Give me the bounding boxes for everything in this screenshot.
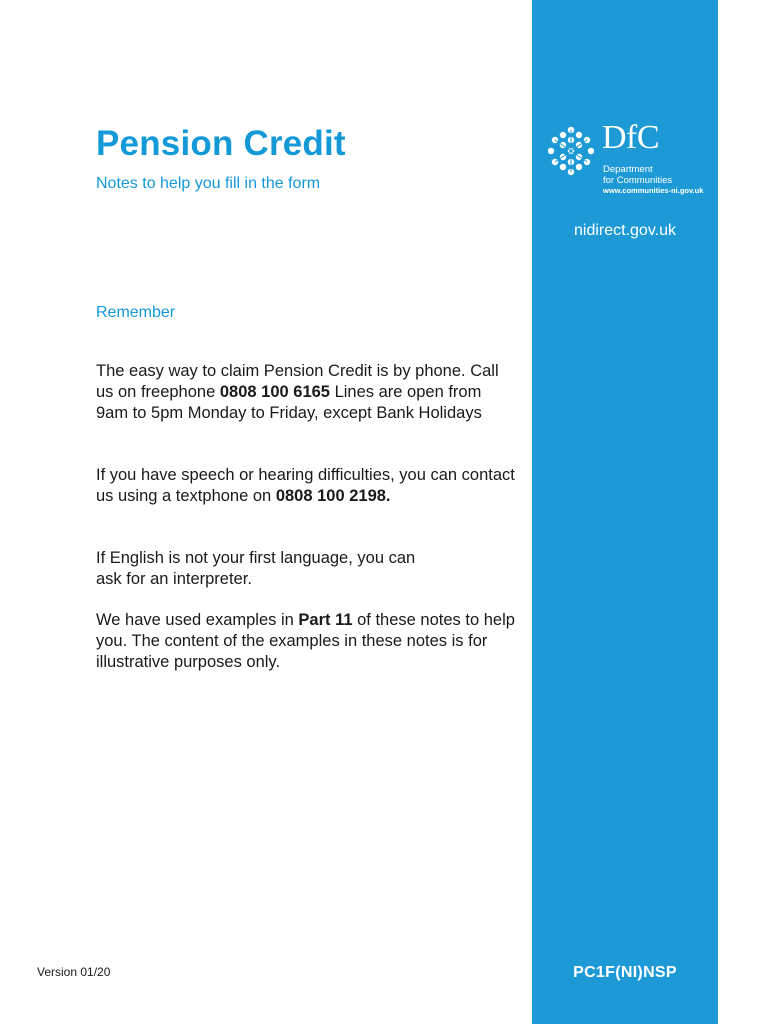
interpreter-line-2: ask for an interpreter. (96, 570, 252, 588)
dfc-hexagon-logo-icon (548, 126, 594, 176)
examples-text-pre: We have used examples in (96, 611, 299, 629)
department-name (603, 164, 672, 186)
version-label: Version 01/20 (37, 965, 111, 979)
department-url: www.communities-ni.gov.uk (603, 186, 704, 195)
examples-part-reference: Part 11 (298, 611, 353, 629)
examples-line-3: The content of the examples in these notes is (131, 632, 464, 650)
remember-heading: Remember (96, 304, 176, 321)
department-name-line-1: Department (603, 164, 653, 175)
examples-paragraph (96, 610, 516, 673)
interpreter-line-1: If English is not your first language, you can (96, 549, 416, 567)
page-subtitle: Notes to help you fill in the form (96, 175, 321, 192)
freephone-text: by phone. Call us on freephone (96, 362, 499, 401)
phone-claim-paragraph (96, 361, 516, 424)
page-title: Pension Credit (96, 124, 346, 163)
examples-line-1 (96, 611, 416, 629)
textphone-line-1: If you have speech or hearing difficulties, you (96, 466, 426, 484)
nidirect-link[interactable]: nidirect.gov.uk (574, 222, 676, 239)
freephone-number: 0808 100 6165 (219, 383, 330, 401)
examples-line-4: for illustrative purposes only. (96, 632, 488, 671)
opening-hours-line-2: Friday, except Bank Holidays (269, 404, 482, 422)
textphone-line-2: can contact us using a textphone on (96, 466, 515, 505)
textphone-number: 0808 100 2198. (275, 487, 391, 505)
phone-claim-line-1: The easy way to claim Pension Credit is (96, 362, 389, 380)
form-code-label: PC1F(NI)NSP (573, 964, 677, 981)
dfc-logo (548, 119, 708, 196)
opening-hours-line-1: Lines are open from 9am to 5pm Monday to (96, 383, 482, 422)
examples-text-post: of these (352, 611, 416, 629)
interpreter-paragraph (96, 548, 516, 590)
textphone-paragraph (96, 465, 516, 507)
dfc-wordmark: DfC (602, 119, 660, 156)
department-name-line-2: for Communities (603, 175, 673, 186)
examples-line-2: notes to help you. (96, 611, 515, 650)
